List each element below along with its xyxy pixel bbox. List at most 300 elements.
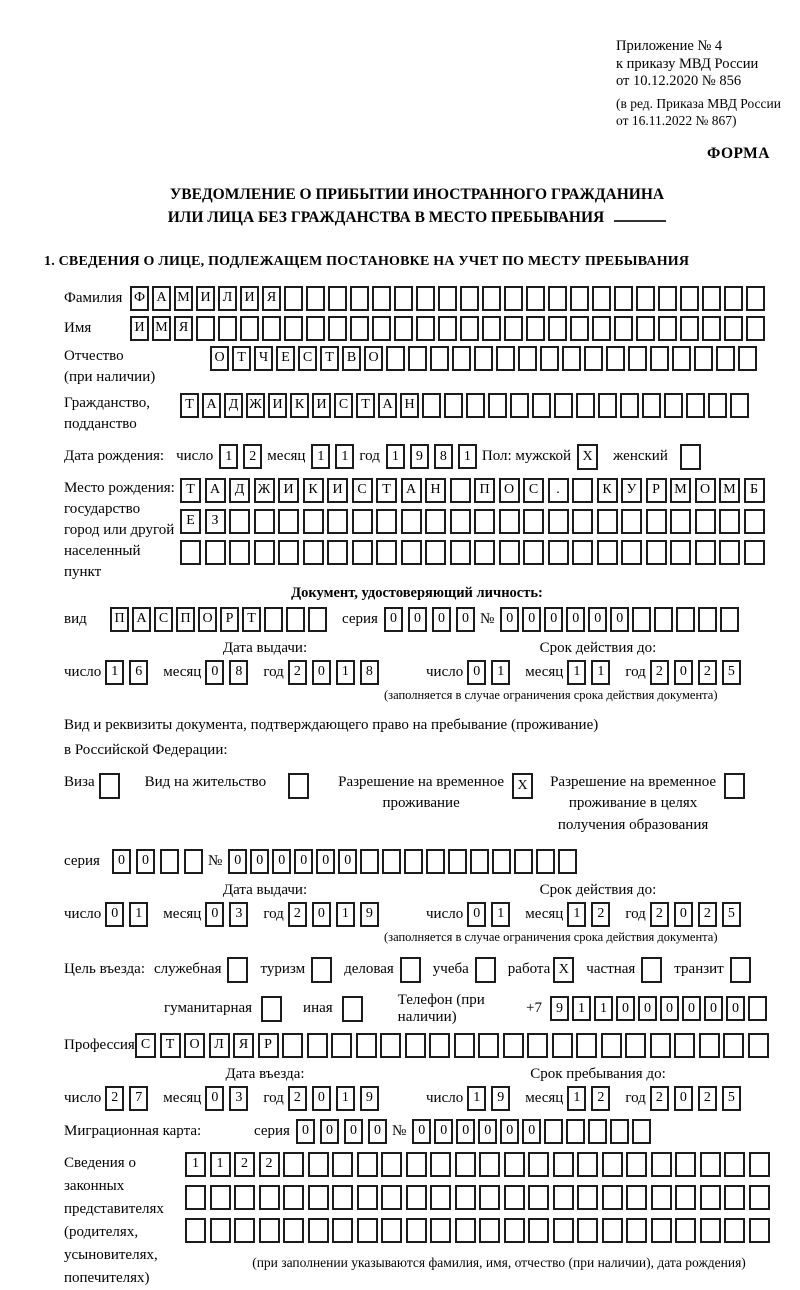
form-cell (376, 509, 397, 534)
form-cell (303, 540, 324, 565)
form-cell: 0 (588, 607, 607, 632)
form-cell (438, 316, 457, 341)
form-cell (572, 478, 593, 503)
migration-card-label: Миграционная карта: (64, 1122, 202, 1139)
form-cell: У (621, 478, 642, 503)
form-cell (626, 1152, 647, 1177)
option-checkbox (227, 957, 251, 983)
form-cell: 2 (591, 1086, 610, 1111)
phone-label: Телефон (при наличии) (397, 991, 485, 1025)
form-cell: 2 (650, 902, 669, 927)
form-cell: 0 (384, 607, 403, 632)
permit-visa (64, 772, 123, 799)
field-visit-purpose-2 (164, 992, 770, 1026)
residence-valid-year-cells (650, 902, 746, 927)
form-cell (654, 607, 673, 632)
form-cell (218, 316, 237, 341)
residence-issue-month-cells (205, 902, 253, 927)
form-cell: 5 (722, 902, 741, 927)
form-cell: 0 (432, 607, 451, 632)
form-cell (470, 849, 489, 874)
guardians-cells-row-1 (185, 1152, 773, 1177)
birth-date-label: Дата рождения: (64, 448, 165, 464)
form-cell (632, 607, 651, 632)
form-cell (698, 607, 717, 632)
identity-issue-year-cells (288, 660, 384, 685)
form-cell (229, 509, 250, 534)
form-cell: 6 (129, 660, 148, 685)
form-cell: 0 (704, 996, 723, 1021)
stay-until-heading: Срок пребывания до: (530, 1065, 666, 1082)
form-cell (748, 996, 767, 1021)
guardians-label-1: Сведения о (64, 1154, 136, 1171)
month-word: месяц (525, 905, 564, 922)
form-cell: 0 (112, 849, 131, 874)
form-cell (528, 1185, 549, 1210)
citizenship-label-2: подданство (64, 415, 137, 432)
form-cell: С (298, 346, 317, 371)
form-cell (576, 1033, 597, 1058)
form-cell (548, 316, 567, 341)
form-cell: X (512, 773, 533, 799)
form-cell (749, 1218, 770, 1243)
number-word: № (391, 1122, 407, 1139)
form-cell: 0 (674, 660, 693, 685)
form-cell: Т (180, 478, 201, 503)
form-cell (380, 1033, 401, 1058)
gender-male-checkbox (577, 444, 601, 470)
form-cell (641, 957, 662, 983)
form-cell (308, 1185, 329, 1210)
form-cell: О (364, 346, 383, 371)
form-cell (570, 316, 589, 341)
form-cell (646, 509, 667, 534)
form-cell (566, 1119, 585, 1144)
form-cell: З (205, 509, 226, 534)
form-cell (606, 346, 625, 371)
identity-doc-kind-label: вид (64, 610, 87, 627)
year-word: год (625, 663, 646, 680)
form-cell (482, 316, 501, 341)
form-cell (357, 1185, 378, 1210)
form-cell (621, 540, 642, 565)
identity-valid-year-cells (650, 660, 746, 685)
form-cell (227, 957, 248, 983)
form-cell: Д (224, 393, 243, 418)
form-cell (328, 316, 347, 341)
appendix-line: Приложение № 4 (616, 38, 723, 54)
residence-valid-month-cells (567, 902, 615, 927)
form-cell (523, 540, 544, 565)
entry-date-block (64, 1066, 426, 1111)
form-cell (254, 540, 275, 565)
entry-day-cells (105, 1086, 153, 1111)
form-cell (372, 316, 391, 341)
form-cell: 0 (638, 996, 657, 1021)
identity-valid-note: (заполняется в случае ограничения срока действия документа) (384, 687, 718, 702)
form-cell (676, 607, 695, 632)
form-cell (626, 1218, 647, 1243)
form-cell (283, 1218, 304, 1243)
form-cell: Я (174, 316, 193, 341)
form-cell (229, 540, 250, 565)
purpose-label: Цель въезда: (64, 961, 145, 978)
form-cell: 1 (567, 660, 586, 685)
field-residence-doc-number (64, 849, 770, 874)
residence-permit-checkbox (288, 773, 312, 799)
form-cell (450, 509, 471, 534)
form-cell: 1 (105, 660, 124, 685)
option-checkbox (475, 957, 499, 983)
form-cell: 1 (491, 660, 510, 685)
form-cell (386, 346, 405, 371)
form-cell (730, 393, 749, 418)
form-cell (454, 1033, 475, 1058)
form-cell (610, 1119, 629, 1144)
form-cell (331, 1033, 352, 1058)
form-cell (430, 1185, 451, 1210)
field-citizenship (64, 393, 770, 435)
form-cell: 0 (316, 849, 335, 874)
form-cell: 0 (674, 902, 693, 927)
form-cell: 1 (185, 1152, 206, 1177)
option-label: гуманитарная (164, 1000, 253, 1017)
gender-male-label: Пол: мужской (481, 448, 572, 464)
form-cell: 5 (722, 1086, 741, 1111)
form-cell: 9 (410, 444, 429, 469)
form-cell (588, 1119, 607, 1144)
option-checkbox (400, 957, 424, 983)
title-line-2-text: ИЛИ ЛИЦА БЕЗ ГРАЖДАНСТВА В МЕСТО ПРЕБЫВАНИЯ (167, 209, 605, 227)
form-cell: 2 (288, 902, 307, 927)
form-cell (422, 393, 441, 418)
year-word: год (263, 1089, 284, 1106)
form-cell (196, 316, 215, 341)
form-cell: 3 (229, 1086, 248, 1111)
identity-valid-block (426, 640, 770, 685)
patronymic-label: Отчество (64, 347, 124, 364)
form-cell (404, 849, 423, 874)
visa-checkbox (99, 773, 123, 799)
title-line-1: УВЕДОМЛЕНИЕ О ПРИБЫТИИ ИНОСТРАННОГО ГРАЖДАНИНА (169, 186, 665, 203)
form-cell (723, 1033, 744, 1058)
form-cell: 0 (456, 1119, 475, 1144)
day-word: число (426, 905, 464, 922)
form-cell (724, 1152, 745, 1177)
form-cell (664, 393, 683, 418)
form-cell: Ж (254, 478, 275, 503)
form-cell: 0 (368, 1119, 387, 1144)
form-cell (479, 1185, 500, 1210)
form-cell (425, 509, 446, 534)
form-cell (562, 346, 581, 371)
form-cell: 1 (567, 1086, 586, 1111)
form-cell: 2 (243, 444, 262, 469)
form-cell (350, 286, 369, 311)
form-cell (261, 996, 282, 1022)
patronymic-cells (210, 346, 760, 371)
form-cell: 1 (458, 444, 477, 469)
edition-line: от 16.11.2022 № 867) (616, 112, 737, 128)
form-cell (332, 1218, 353, 1243)
option-label: деловая (344, 961, 394, 978)
birth-place-cells-row-2 (180, 509, 768, 534)
form-cell: А (401, 478, 422, 503)
appendix-line: от 10.12.2020 № 856 (616, 73, 742, 90)
form-cell (527, 1033, 548, 1058)
form-cell (496, 346, 515, 371)
form-cell: Ч (254, 346, 273, 371)
form-cell (650, 1033, 671, 1058)
year-word: год (625, 905, 646, 922)
form-cell (381, 1152, 402, 1177)
gender-female-label: женский (613, 448, 668, 464)
form-cell (308, 1152, 329, 1177)
form-cell (592, 286, 611, 311)
residence-doc-line-1: Вид и реквизиты документа, подтверждающего право на пребывание (проживание) (64, 716, 599, 733)
form-cell (160, 849, 179, 874)
form-cell (749, 1152, 770, 1177)
form-cell (278, 540, 299, 565)
form-cell (572, 540, 593, 565)
form-cell (642, 393, 661, 418)
section-1-heading: 1. СВЕДЕНИЯ О ЛИЦЕ, ПОДЛЕЖАЩЕМ ПОСТАНОВКЕ НА УЧЕТ ПО МЕСТУ ПРЕБЫВАНИЯ (44, 253, 690, 269)
surname-cells (130, 286, 768, 311)
form-cell (426, 849, 445, 874)
form-cell (628, 346, 647, 371)
form-cell: 0 (434, 1119, 453, 1144)
form-cell (675, 1218, 696, 1243)
form-cell: 9 (360, 902, 379, 927)
form-cell (695, 509, 716, 534)
option-label: туризм (260, 961, 306, 978)
option-checkbox (730, 957, 754, 983)
purpose-option-work (508, 957, 578, 983)
form-cell (474, 509, 495, 534)
form-cell (724, 286, 743, 311)
identity-valid-month-cells (567, 660, 615, 685)
form-cell (598, 393, 617, 418)
form-cell (695, 540, 716, 565)
series-word: серия (64, 852, 100, 869)
identity-doc-dates (64, 640, 770, 685)
form-cell: Т (232, 346, 251, 371)
form-cell (700, 1185, 721, 1210)
form-cell (558, 849, 577, 874)
form-cell (283, 1185, 304, 1210)
form-cell: И (312, 393, 331, 418)
form-cell (597, 509, 618, 534)
form-cell (670, 509, 691, 534)
form-cell (744, 540, 765, 565)
form-cell (262, 316, 281, 341)
day-word: число (426, 663, 464, 680)
form-cell (180, 540, 201, 565)
form-cell: Я (233, 1033, 254, 1058)
form-cell (254, 509, 275, 534)
option-checkbox (342, 996, 366, 1022)
form-cell (350, 316, 369, 341)
form-cell (686, 393, 705, 418)
month-word: месяц (163, 663, 202, 680)
form-cell: 1 (467, 1086, 486, 1111)
form-cell (185, 1185, 206, 1210)
form-cell (746, 286, 765, 311)
purpose-option-other (303, 996, 366, 1022)
form-cell (602, 1152, 623, 1177)
form-cell (528, 1152, 549, 1177)
form-cell (651, 1218, 672, 1243)
form-cell: 7 (129, 1086, 148, 1111)
form-cell: Т (180, 393, 199, 418)
form-cell (632, 1119, 651, 1144)
form-cell (401, 509, 422, 534)
form-cell (499, 509, 520, 534)
residence-issue-heading: Дата выдачи: (222, 881, 308, 898)
form-cell: 0 (522, 607, 541, 632)
form-cell: 1 (210, 1152, 231, 1177)
form-cell (518, 346, 537, 371)
form-cell (514, 849, 533, 874)
option-checkbox (553, 957, 577, 983)
field-birth-place (64, 478, 770, 583)
permit-residence (145, 772, 312, 799)
form-cell (503, 1033, 524, 1058)
form-cell: 0 (500, 607, 519, 632)
series-word: серия (254, 1122, 290, 1139)
form-cell: И (240, 286, 259, 311)
form-cell (406, 1152, 427, 1177)
form-cell (264, 607, 283, 632)
phone-prefix: +7 (526, 1000, 542, 1017)
form-cell (357, 1218, 378, 1243)
identity-valid-day-cells (467, 660, 515, 685)
day-word: число (64, 905, 102, 922)
purpose-option-private (586, 957, 665, 983)
form-cell (625, 1033, 646, 1058)
form-cell (406, 1185, 427, 1210)
form-cell (342, 996, 363, 1022)
form-cell (240, 316, 259, 341)
form-cell: В (342, 346, 361, 371)
residence-valid-day-cells (467, 902, 515, 927)
form-cell (406, 1218, 427, 1243)
form-cell: 0 (726, 996, 745, 1021)
residence-doc-dates (64, 882, 770, 927)
form-cell (210, 1185, 231, 1210)
form-cell (357, 1152, 378, 1177)
form-cell: 0 (136, 849, 155, 874)
month-word: месяц (267, 448, 306, 464)
form-cell: 0 (205, 902, 224, 927)
day-word: число (64, 1089, 102, 1106)
form-cell (394, 286, 413, 311)
identity-doc-number-cells (500, 607, 742, 632)
form-cell (504, 1218, 525, 1243)
form-cell (724, 316, 743, 341)
form-cell (352, 509, 373, 534)
form-cell (526, 316, 545, 341)
appendix-line: к приказу МВД России (616, 55, 759, 72)
form-cell: Т (320, 346, 339, 371)
form-cell (620, 393, 639, 418)
form-cell: 1 (594, 996, 613, 1021)
form-cell: 2 (698, 1086, 717, 1111)
form-cell: 1 (567, 902, 586, 927)
form-cell (680, 316, 699, 341)
form-cell (499, 540, 520, 565)
form-cell: 0 (228, 849, 247, 874)
birth-place-cells-row-3 (180, 540, 768, 565)
form-cell (381, 1218, 402, 1243)
purpose-option-study (433, 957, 499, 983)
guardians-cells-row-3 (185, 1218, 773, 1243)
form-cell (553, 1185, 574, 1210)
form-cell: Н (400, 393, 419, 418)
form-cell (444, 393, 463, 418)
form-cell: . (548, 478, 569, 503)
form-cell: С (154, 607, 173, 632)
form-cell (614, 316, 633, 341)
form-cell (466, 393, 485, 418)
stay-month-cells (567, 1086, 615, 1111)
gender-female-checkbox (680, 444, 704, 470)
residence-issue-day-cells (105, 902, 153, 927)
form-cell: 2 (234, 1152, 255, 1177)
form-cell (482, 286, 501, 311)
form-cell (700, 1218, 721, 1243)
form-cell: М (670, 478, 691, 503)
form-cell (626, 1185, 647, 1210)
form-cell (504, 1152, 525, 1177)
stay-until-block (426, 1066, 770, 1111)
edu-permit-checkbox (724, 773, 748, 799)
form-cell (303, 509, 324, 534)
form-cell (430, 1152, 451, 1177)
form-cell: 0 (105, 902, 124, 927)
form-cell: 8 (434, 444, 453, 469)
guardians-label-3: представителях (64, 1200, 164, 1217)
form-cell: 2 (698, 902, 717, 927)
option-checkbox (261, 996, 285, 1022)
form-cell: Ж (246, 393, 265, 418)
option-checkbox (641, 957, 665, 983)
form-cell: 0 (272, 849, 291, 874)
entry-stay-dates (64, 1066, 770, 1111)
month-word: месяц (525, 1089, 564, 1106)
form-cell: М (152, 316, 171, 341)
form-cell (636, 316, 655, 341)
firstname-cells (130, 316, 768, 341)
form-cell: М (719, 478, 740, 503)
form-cell (510, 393, 529, 418)
migration-card-series-cells (296, 1119, 392, 1144)
form-cell: 1 (336, 902, 355, 927)
form-cell (306, 316, 325, 341)
form-cell: С (334, 393, 353, 418)
form-cell (327, 509, 348, 534)
form-cell: 1 (311, 444, 330, 469)
form-cell: К (290, 393, 309, 418)
form-cell (283, 1152, 304, 1177)
form-cell: 2 (591, 902, 610, 927)
identity-issue-heading: Дата выдачи: (222, 639, 308, 656)
form-cell (716, 346, 735, 371)
form-cell (352, 540, 373, 565)
form-cell (592, 316, 611, 341)
residence-number-cells (228, 849, 580, 874)
form-cell (475, 957, 496, 983)
